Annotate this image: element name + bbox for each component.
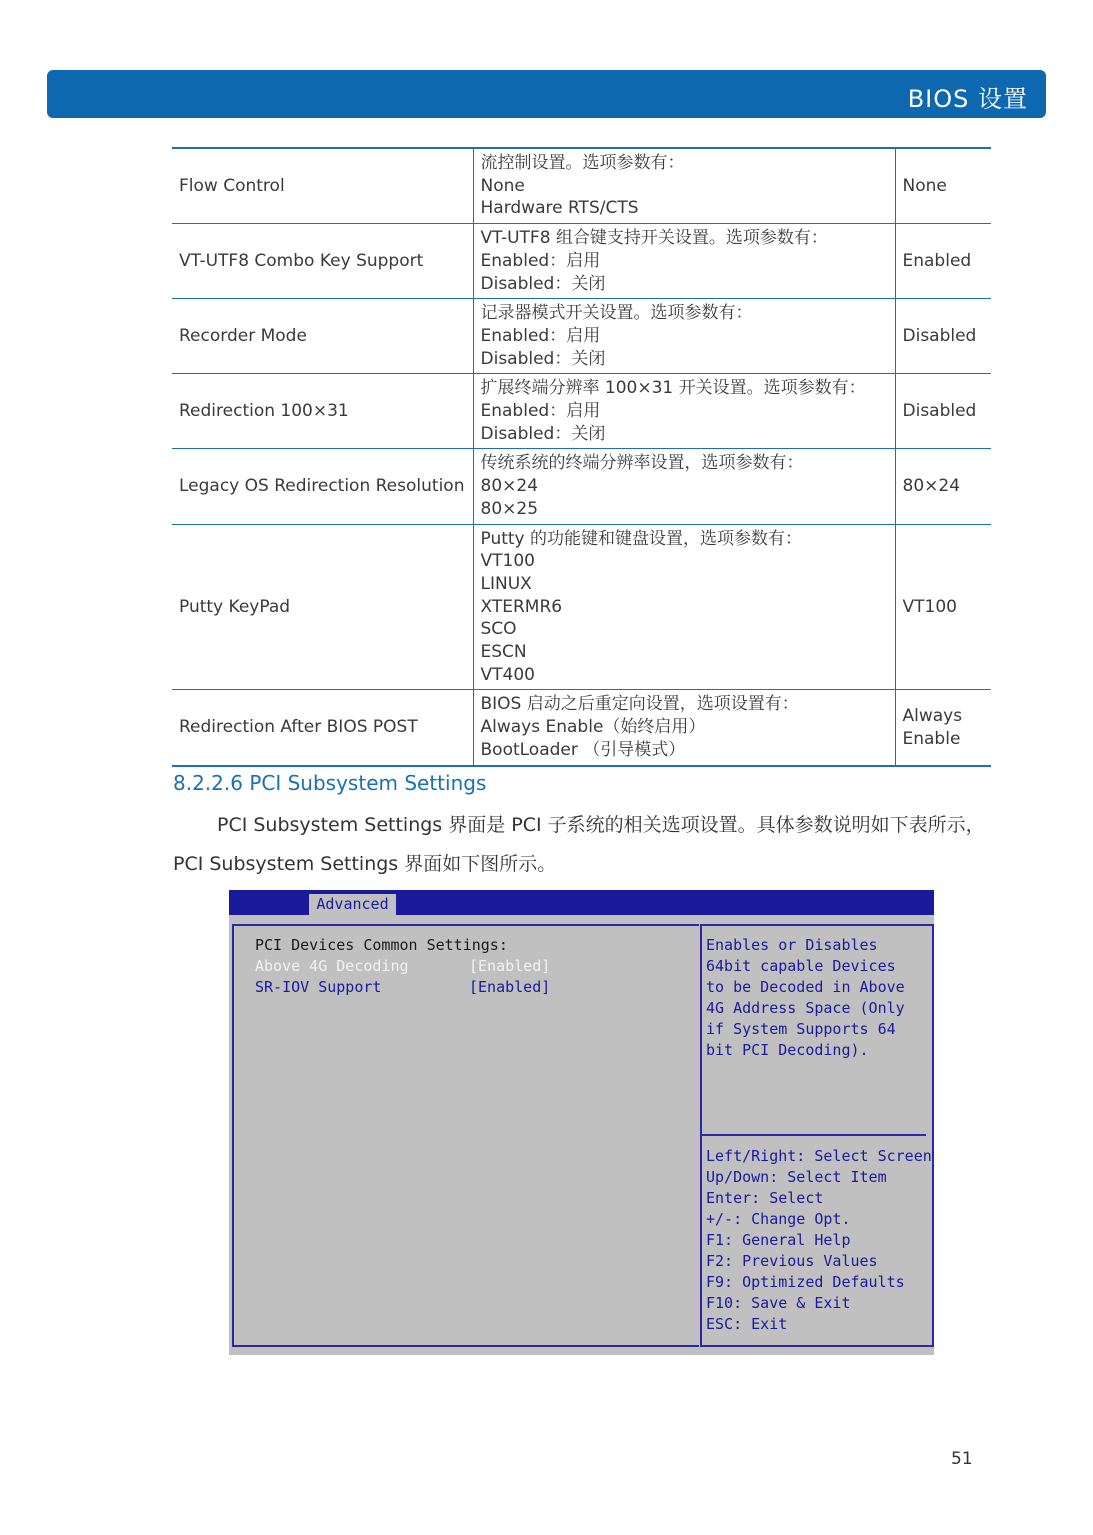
bios-help-line: to be Decoded in Above <box>706 978 905 996</box>
param-description-line: Disabled：关闭 <box>480 423 606 444</box>
param-description-line: Disabled：关闭 <box>480 273 606 294</box>
table-row <box>172 374 991 449</box>
param-description-line: Enabled：启用 <box>480 401 601 422</box>
param-description-line: Putty 的功能键和键盘设置，选项参数有： <box>480 528 803 549</box>
param-description-line: BootLoader （引导模式） <box>480 739 686 760</box>
param-name: Redirection 100×31 <box>172 374 473 449</box>
param-default: VT100 <box>895 524 991 690</box>
bios-key-help-line: Enter: Select <box>706 1189 824 1207</box>
param-description-line: 传统系统的终端分辨率设置，选项参数有： <box>480 453 804 474</box>
section-heading: 8.2.2.6 PCI Subsystem Settings <box>173 771 487 795</box>
param-description-line: 记录器模式开关设置。选项参数有： <box>480 303 753 324</box>
bios-option-label: SR-IOV Support <box>255 978 382 996</box>
bios-option-row[interactable] <box>255 977 551 998</box>
param-description <box>473 690 895 766</box>
param-description-line: VT400 <box>480 664 535 685</box>
param-description-line: VT100 <box>480 551 535 572</box>
param-description-line: ESCN <box>480 642 527 663</box>
param-name: Putty KeyPad <box>172 524 473 690</box>
param-description <box>473 224 895 299</box>
param-description-line: SCO <box>480 619 517 640</box>
param-default: Always Enable <box>895 690 991 766</box>
param-description-line: 扩展终端分辨率 100×31 开关设置。选项参数有： <box>480 378 866 399</box>
param-description-line: Enabled：启用 <box>480 250 601 271</box>
bios-key-help-line: F2: Previous Values <box>706 1252 878 1270</box>
param-description-line: Always Enable（始终启用） <box>480 717 706 738</box>
param-description-line: LINUX <box>480 573 532 594</box>
table-row <box>172 524 991 690</box>
chapter-header-bar <box>47 70 1046 118</box>
param-default: 80×24 <box>895 449 991 524</box>
param-description-line: Hardware RTS/CTS <box>480 198 639 219</box>
bios-help-divider <box>701 1134 926 1136</box>
param-description-line: 80×25 <box>480 498 539 519</box>
bios-option-row[interactable] <box>255 956 551 977</box>
bios-key-help-line: F10: Save & Exit <box>706 1294 851 1312</box>
param-description-line: XTERMR6 <box>480 596 563 617</box>
param-description-line: Enabled：启用 <box>480 325 601 346</box>
param-description-line: VT-UTF8 组合键支持开关设置。选项参数有： <box>480 228 828 249</box>
bios-option-value[interactable]: [Enabled] <box>469 957 551 975</box>
bios-key-help-line: Up/Down: Select Item <box>706 1168 887 1186</box>
page-number: 51 <box>951 1449 973 1469</box>
param-default: Enabled <box>895 224 991 299</box>
param-description-line: None <box>480 175 525 196</box>
bios-option-value[interactable]: [Enabled] <box>469 978 551 996</box>
param-description-line: BIOS 启动之后重定向设置，选项设置有： <box>480 694 799 715</box>
param-name: VT-UTF8 Combo Key Support <box>172 224 473 299</box>
bios-key-help-line: ESC: Exit <box>706 1315 788 1333</box>
bios-key-help-line: Left/Right: Select Screen <box>706 1147 932 1165</box>
param-default: Disabled <box>895 374 991 449</box>
bios-screenshot <box>229 890 934 1355</box>
param-description <box>473 374 895 449</box>
param-description-line: 流控制设置。选项参数有： <box>480 153 685 173</box>
param-description <box>473 148 895 224</box>
tab-advanced[interactable]: Advanced <box>309 894 396 915</box>
bios-help-line: bit PCI Decoding). <box>706 1041 869 1059</box>
table-row <box>172 148 991 224</box>
parameter-table <box>172 147 991 767</box>
bios-menu-bar <box>229 890 934 915</box>
param-description <box>473 299 895 374</box>
param-description <box>473 524 895 690</box>
bios-key-help-line: F1: General Help <box>706 1231 851 1249</box>
table-row <box>172 224 991 299</box>
param-default: None <box>895 148 991 224</box>
bios-help-line: Enables or Disables <box>706 936 878 954</box>
bios-help-line: 4G Address Space (Only <box>706 999 905 1017</box>
table-row <box>172 299 991 374</box>
param-name: Redirection After BIOS POST <box>172 690 473 766</box>
bios-help-line: if System Supports 64 <box>706 1020 896 1038</box>
param-description-line: Disabled：关闭 <box>480 348 606 369</box>
param-description-line: 80×24 <box>480 476 539 497</box>
param-name: Legacy OS Redirection Resolution <box>172 449 473 524</box>
param-description <box>473 449 895 524</box>
bios-key-help-line: +/-: Change Opt. <box>706 1210 851 1228</box>
chapter-title: BIOS 设置 <box>907 85 1028 113</box>
param-name: Recorder Mode <box>172 299 473 374</box>
section-body-text: PCI Subsystem Settings 界面是 PCI 子系统的相关选项设置。具体参数说明如下表所示，PCI Subsystem Settings 界面如下图所示。 <box>173 814 985 875</box>
table-row <box>172 690 991 766</box>
bios-help-line: 64bit capable Devices <box>706 957 896 975</box>
param-name: Flow Control <box>172 148 473 224</box>
bios-section-title: PCI Devices Common Settings: <box>255 936 508 954</box>
bios-key-help-line: F9: Optimized Defaults <box>706 1273 905 1291</box>
param-default: Disabled <box>895 299 991 374</box>
bios-option-label: Above 4G Decoding <box>255 957 409 975</box>
table-row <box>172 449 991 524</box>
